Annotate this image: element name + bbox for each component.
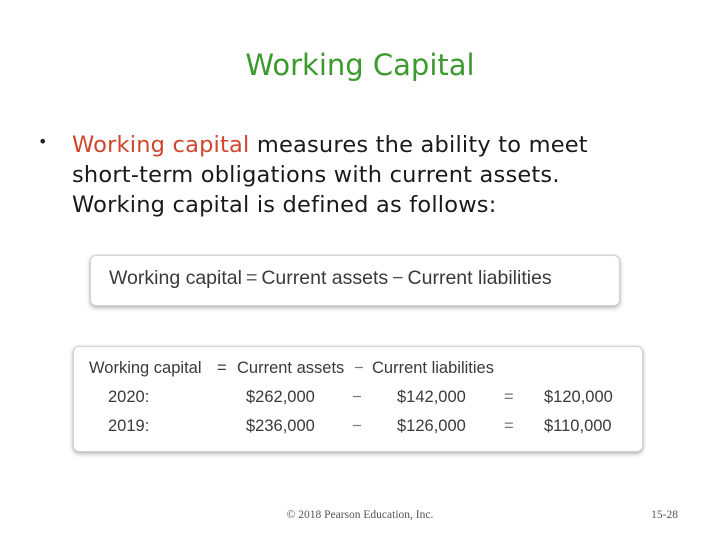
formula-minus: − bbox=[392, 267, 404, 289]
copyright-footer: © 2018 Pearson Education, Inc. bbox=[286, 509, 434, 521]
bullet-line-3: Working capital is defined as follows: bbox=[72, 192, 497, 218]
row-2020-assets: $262,000 bbox=[246, 388, 315, 406]
table-header-lhs: Working capital bbox=[89, 359, 202, 377]
table-header-minus: − bbox=[354, 359, 364, 377]
formula-box bbox=[90, 255, 620, 306]
page-number: 15-28 bbox=[651, 509, 678, 521]
table-header-equals: = bbox=[217, 359, 227, 377]
bullet-marker: • bbox=[38, 132, 48, 151]
formula bbox=[109, 267, 552, 290]
formula-term-1: Current assets bbox=[261, 267, 389, 289]
row-2019-minus: − bbox=[352, 417, 362, 435]
row-2020-liabilities: $142,000 bbox=[397, 388, 466, 406]
calculation-table bbox=[73, 346, 643, 452]
table-header-assets: Current assets bbox=[237, 359, 345, 377]
slide-title: Working Capital bbox=[245, 48, 475, 82]
row-2020-minus: − bbox=[352, 388, 362, 406]
row-2020-year: 2020: bbox=[108, 388, 150, 406]
formula-term-2: Current liabilities bbox=[407, 267, 552, 289]
row-2019-assets: $236,000 bbox=[246, 417, 315, 435]
table-header-liabilities: Current liabilities bbox=[372, 359, 494, 377]
row-2020-equals: = bbox=[504, 388, 514, 406]
row-2019-equals: = bbox=[504, 417, 514, 435]
row-2020-result: $120,000 bbox=[544, 388, 613, 406]
row-2019-liabilities: $126,000 bbox=[397, 417, 466, 435]
bullet-line-1: measures the ability to meet bbox=[249, 132, 588, 158]
formula-lhs: Working capital bbox=[109, 267, 242, 289]
row-2019-result: $110,000 bbox=[544, 417, 612, 435]
row-2019-year: 2019: bbox=[108, 417, 150, 435]
bullet-text bbox=[72, 130, 692, 220]
formula-equals: = bbox=[245, 267, 258, 289]
highlighted-term: Working capital bbox=[72, 132, 250, 158]
bullet-line-2: short-term obligations with current assets. bbox=[72, 162, 560, 188]
